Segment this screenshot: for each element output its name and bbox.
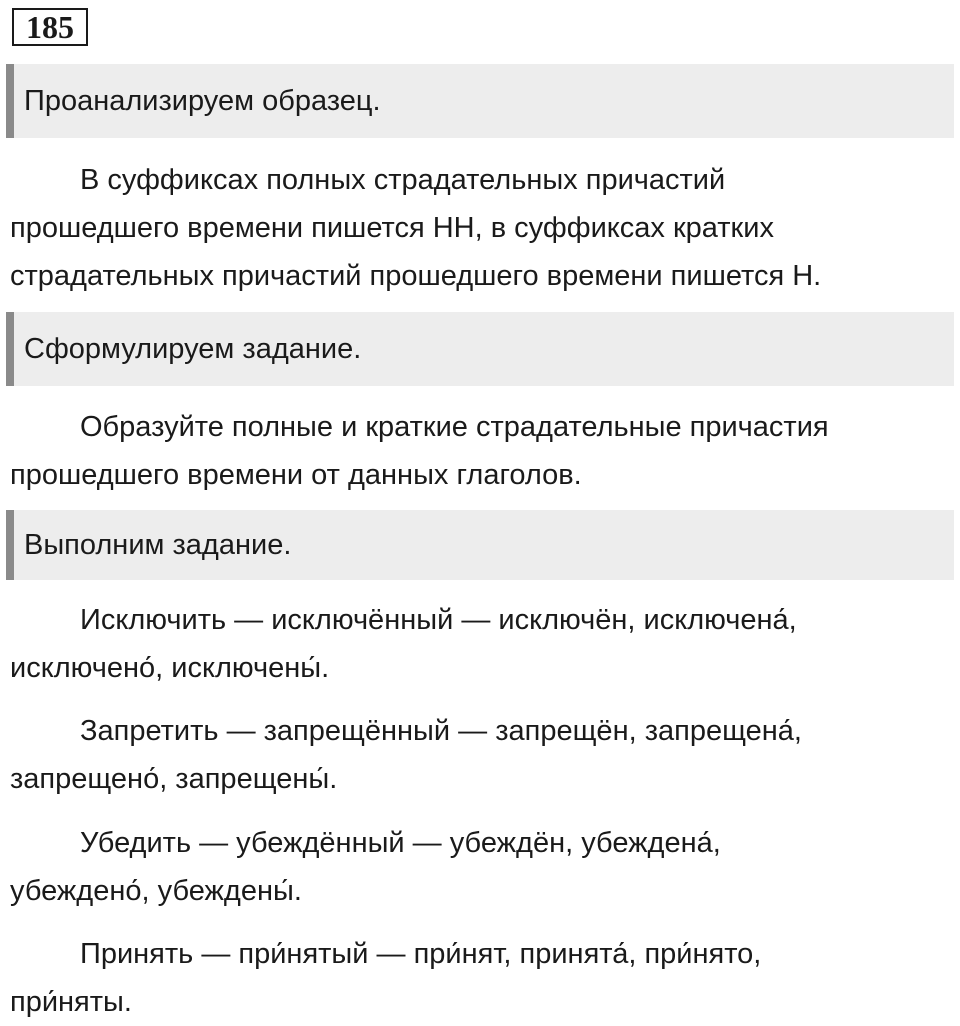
answer-line: Принять — при́нятый — при́нят, принята́, при́нято, <box>80 938 762 970</box>
answer-paragraph-2 <box>10 707 950 803</box>
answer-line: Запретить — запрещённый — запрещён, запрещена́, <box>80 715 802 747</box>
paragraph-line: прошедшего времени от данных глаголов. <box>10 459 582 491</box>
answer-paragraph-1 <box>10 596 950 692</box>
paragraph-line: страдательных причастий прошедшего времени пишется Н. <box>10 260 822 292</box>
paragraph-line: прошедшего времени пишется НН, в суффиксах кратких <box>10 212 774 244</box>
answer-line: при́няты. <box>10 986 132 1018</box>
answer-line: запрещено́, запрещены́. <box>10 763 338 795</box>
answer-paragraph-4 <box>10 930 950 1026</box>
paragraph-line: В суффиксах полных страдательных причастий <box>80 164 726 196</box>
answer-line: убеждено́, убеждены́. <box>10 875 302 907</box>
formulate-paragraph <box>10 403 950 499</box>
section-header-solve: Выполним задание. <box>6 510 954 580</box>
analyze-paragraph <box>10 156 950 300</box>
exercise-number: 185 <box>12 8 88 46</box>
answer-line: исключено́, исключены́. <box>10 652 330 684</box>
paragraph-line: Образуйте полные и краткие страдательные причастия <box>80 411 829 443</box>
answer-paragraph-3 <box>10 819 950 915</box>
answer-line: Исключить — исключённый — исключён, исключена́, <box>80 604 797 636</box>
answer-line: Убедить — убеждённый — убеждён, убеждена́, <box>80 827 721 859</box>
section-header-formulate: Сформулируем задание. <box>6 312 954 386</box>
section-header-analyze: Проанализируем образец. <box>6 64 954 138</box>
